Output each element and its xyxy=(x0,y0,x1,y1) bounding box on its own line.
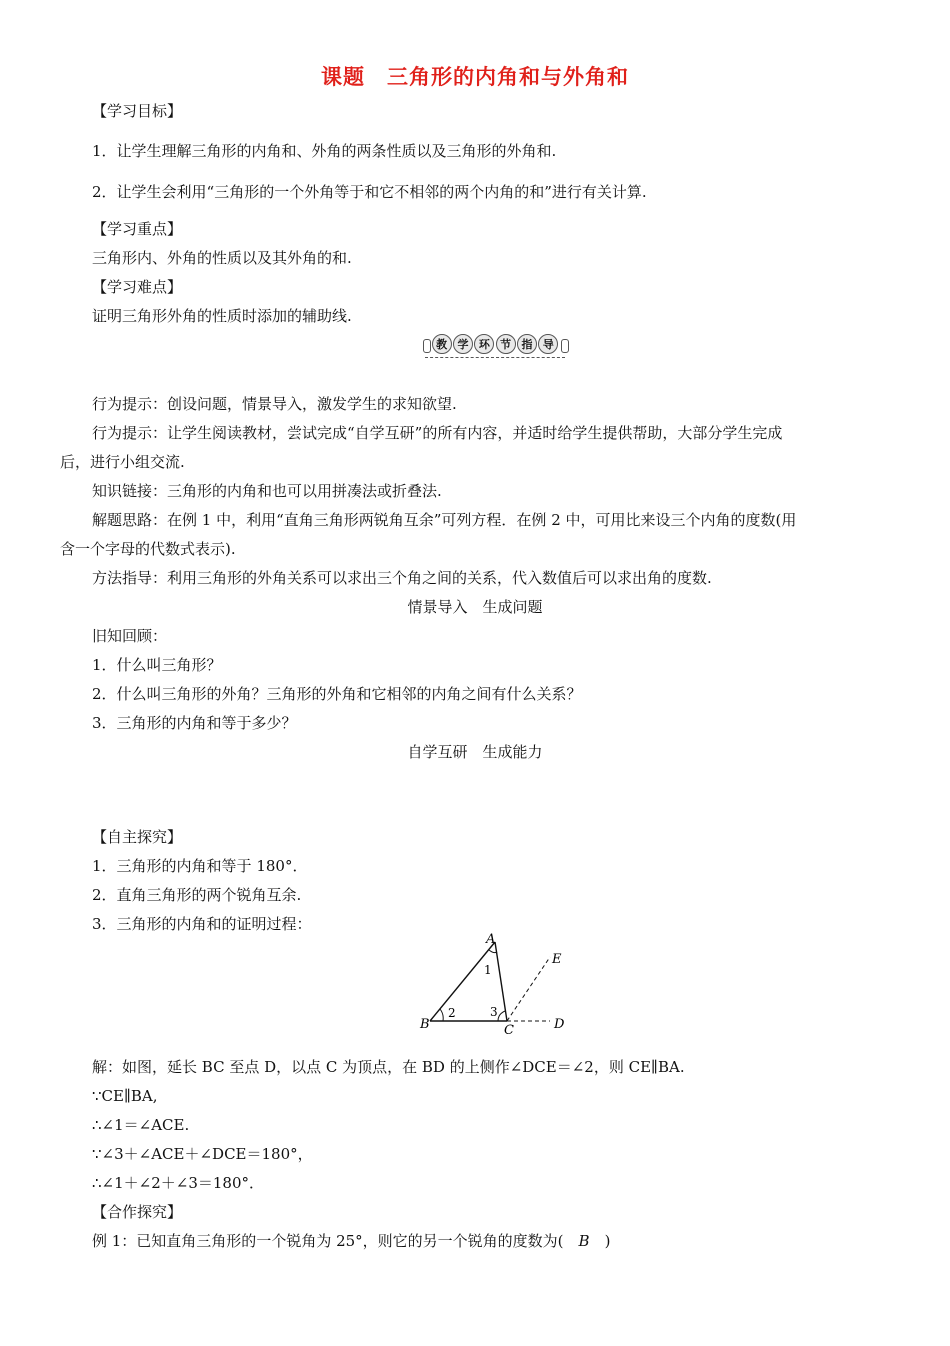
label-b: B xyxy=(420,1017,430,1032)
page-title: 课题 三角形的内角和与外角和 xyxy=(321,64,629,89)
ray-ce xyxy=(507,957,550,1021)
proof-line: 解：如图，延长 BC 至点 D，以点 C 为顶点，在 BD 的上侧作∠DCE＝∠2，则 CE∥BA. xyxy=(92,1058,685,1076)
explore-item: 1．三角形的内角和等于 180°． xyxy=(92,857,308,875)
proof-line: ∵CE∥BA, xyxy=(92,1087,158,1105)
banner-char: 学 xyxy=(453,334,473,354)
banner-char: 指 xyxy=(517,334,537,354)
review-item: 1．什么叫三角形？ xyxy=(92,656,222,674)
knowledge-link: 知识链接：三角形的内角和也可以用拼凑法或折叠法. xyxy=(92,482,442,500)
review-label: 旧知回顾： xyxy=(92,627,168,645)
proof-line: ∴∠1＋∠2＋∠3＝180°． xyxy=(92,1174,265,1192)
solution-idea: 解题思路：在例 1 中，利用“直角三角形两锐角互余”可列方程．在例 2 中，可用比来设三个内角的度数(用 xyxy=(92,511,797,529)
banner-char: 教 xyxy=(432,334,452,354)
explore-item: 2．直角三角形的两个锐角互余. xyxy=(92,886,302,904)
goal-item: 1．让学生理解三角形的内角和、外角的两条性质以及三角形的外角和. xyxy=(92,142,557,160)
example-1-answer: B xyxy=(578,1232,590,1250)
angle-label-1: 1 xyxy=(484,963,492,977)
solution-idea: 含一个字母的代数式表示). xyxy=(60,540,236,558)
proof-line: ∵∠3＋∠ACE＋∠DCE＝180°， xyxy=(92,1145,313,1163)
banner-char: 环 xyxy=(474,334,494,354)
label-e: E xyxy=(552,952,562,967)
side-ab xyxy=(430,942,495,1021)
angle-label-3: 3 xyxy=(490,1005,498,1019)
coop-heading: 【合作探究】 xyxy=(92,1203,183,1221)
explore-heading: 【自主探究】 xyxy=(92,828,183,846)
example-1-close: ) xyxy=(589,1232,611,1250)
goal-item: 2．让学生会利用“三角形的一个外角等于和它不相邻的两个内角的和”进行有关计算. xyxy=(92,183,647,201)
goals-heading: 【学习目标】 xyxy=(92,102,183,120)
angle-label-2: 2 xyxy=(448,1006,456,1020)
angle-arc-3 xyxy=(498,1011,505,1021)
method-guide: 方法指导：利用三角形的外角关系可以求出三个角之间的关系，代入数值后可以求出角的度数. xyxy=(92,569,712,587)
banner-char: 导 xyxy=(538,334,558,354)
review-item: 2．什么叫三角形的外角？三角形的外角和它相邻的内角之间有什么关系？ xyxy=(92,685,582,703)
proof-line: ∴∠1＝∠ACE. xyxy=(92,1116,190,1134)
review-item: 3．三角形的内角和等于多少？ xyxy=(92,714,297,732)
triangle-figure xyxy=(410,930,580,1038)
key-text: 三角形内、外角的性质以及其外角的和. xyxy=(92,249,352,267)
example-1 xyxy=(92,1230,610,1252)
section-heading: 情景导入 生成问题 xyxy=(407,598,543,616)
angle-arc-2 xyxy=(440,1009,443,1021)
tip-text: 行为提示：创设问题，情景导入，激发学生的求知欲望. xyxy=(92,395,457,413)
explore-item: 3．三角形的内角和的证明过程： xyxy=(92,915,312,933)
teaching-guide-banner xyxy=(425,333,565,359)
example-1-question: 例 1：已知直角三角形的一个锐角为 25°，则它的另一个锐角的度数为( xyxy=(92,1232,579,1250)
label-d: D xyxy=(554,1017,565,1032)
difficulty-heading: 【学习难点】 xyxy=(92,278,183,296)
key-heading: 【学习重点】 xyxy=(92,220,183,238)
section-heading: 自学互研 生成能力 xyxy=(407,743,543,761)
tip-text: 后，进行小组交流. xyxy=(60,453,185,471)
tip-text: 行为提示：让学生阅读教材，尝试完成“自学互研”的所有内容，并适时给学生提供帮助，大部分学生完成 xyxy=(92,424,783,442)
difficulty-text: 证明三角形外角的性质时添加的辅助线. xyxy=(92,307,352,325)
banner-char: 节 xyxy=(496,334,516,354)
label-c: C xyxy=(504,1023,514,1038)
label-a: A xyxy=(486,932,496,947)
